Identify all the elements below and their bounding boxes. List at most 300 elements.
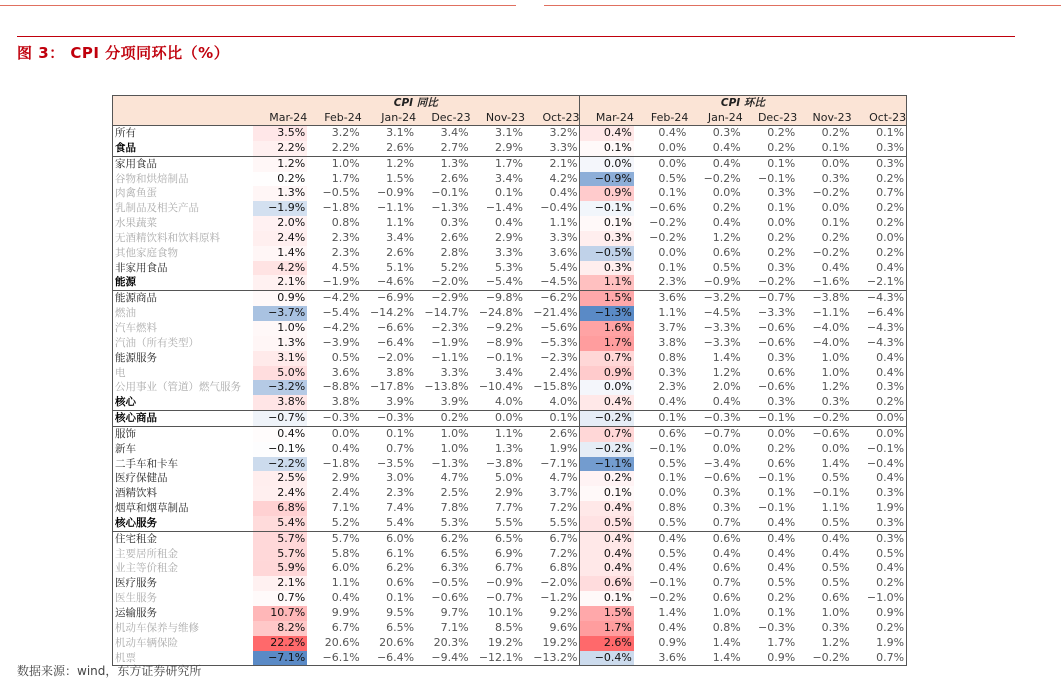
mom-cell: −0.2% [649, 230, 687, 244]
mom-cell: 0.7% [712, 515, 741, 529]
table-row [113, 426, 906, 442]
mom-cell: 0.2% [767, 245, 796, 259]
row-label: 谷物和烘焙制品 [115, 172, 189, 185]
yoy-cell: 2.8% [440, 245, 469, 259]
mom-cell: 0.4% [658, 531, 687, 545]
mom-cell: −4.0% [812, 335, 850, 349]
mom-cell: −0.1% [758, 411, 796, 425]
mom-cell: −0.6% [703, 471, 741, 485]
row-label: 主要居所租金 [115, 547, 178, 560]
mom-cell: −0.2% [649, 216, 687, 230]
row-label: 运输服务 [115, 607, 157, 619]
mom-cell: −0.6% [758, 380, 796, 394]
yoy-cell: −1.9% [431, 335, 469, 349]
row-label: 新车 [115, 442, 136, 455]
mom-cell: 0.0% [579, 380, 633, 395]
mom-cell: 0.1% [821, 216, 850, 230]
row-label: 核心商品 [115, 412, 157, 425]
mom-cell: 0.9% [876, 606, 905, 619]
table-row [113, 246, 906, 261]
mom-cell: 0.5% [658, 456, 687, 470]
yoy-cell: 5.8% [331, 546, 360, 560]
mom-cell: 0.7% [876, 186, 905, 200]
yoy-cell: −0.5% [322, 186, 360, 200]
yoy-cell: 2.9% [495, 140, 523, 154]
mom-cell: −0.6% [758, 335, 796, 349]
yoy-cell: 6.8% [549, 561, 578, 575]
yoy-cell: 5.3% [440, 515, 469, 529]
yoy-cell: 6.0% [386, 531, 415, 545]
mom-cell: 1.4% [712, 650, 741, 664]
mom-cell: 1.6% [579, 321, 633, 336]
mom-cell: 0.2% [876, 171, 905, 185]
yoy-cell: 10.7% [253, 606, 307, 621]
mom-cell: −4.3% [866, 335, 905, 349]
mom-cell: 0.3% [876, 156, 905, 170]
mom-cell: −0.1% [579, 201, 633, 216]
yoy-cell: −14.7% [424, 306, 469, 320]
mom-cell: −0.1% [649, 576, 687, 590]
table-row [113, 501, 906, 516]
mom-cell: −4.0% [812, 320, 850, 334]
mom-cell: −0.4% [579, 651, 633, 666]
yoy-cell: 9.6% [549, 620, 578, 634]
mom-cell: 0.6% [579, 576, 633, 591]
table-row [113, 201, 906, 216]
mom-cell: 1.4% [821, 456, 850, 470]
mom-cell: 1.0% [821, 365, 850, 379]
yoy-cell: 7.2% [549, 501, 578, 515]
yoy-cell: 6.0% [331, 561, 360, 575]
yoy-cell: 6.9% [495, 546, 523, 560]
mom-cell: 0.5% [821, 515, 850, 529]
mom-cell: −0.1% [758, 171, 796, 185]
yoy-cell: 0.4% [549, 186, 578, 200]
yoy-cell: 2.1% [253, 275, 307, 290]
yoy-cell: −15.8% [533, 380, 578, 394]
mom-cell: −0.9% [703, 275, 741, 289]
mom-cell: 1.5% [579, 291, 633, 306]
mom-cell: 0.9% [767, 650, 796, 664]
mom-cell: 0.4% [712, 156, 741, 170]
yoy-cell: 3.9% [440, 395, 469, 409]
mom-cell: 0.4% [876, 260, 905, 274]
mom-cell: −0.2% [649, 591, 687, 605]
yoy-cell: 3.4% [495, 365, 523, 379]
mom-cell: 0.4% [821, 531, 850, 545]
yoy-cell: 3.1% [253, 351, 307, 366]
yoy-month-header: Oct-23 [542, 111, 580, 124]
mom-cell: 0.2% [876, 216, 905, 230]
row-label: 水果蔬菜 [115, 217, 157, 230]
mom-cell: 0.3% [876, 515, 905, 529]
mom-cell: −0.6% [649, 201, 687, 215]
yoy-cell: 1.7% [495, 156, 523, 170]
mom-cell: 0.9% [579, 186, 633, 201]
mom-cell: 0.7% [712, 576, 741, 590]
yoy-cell: −5.3% [540, 335, 578, 349]
row-label: 电 [115, 366, 126, 379]
mom-cell: 1.4% [712, 635, 741, 649]
yoy-cell: 0.1% [549, 411, 578, 425]
mom-cell: −0.1% [649, 441, 687, 455]
yoy-cell: 5.0% [253, 366, 307, 381]
row-label: 家用食品 [115, 157, 157, 170]
yoy-cell: 9.2% [549, 606, 578, 619]
mom-cell: 0.1% [579, 141, 633, 156]
corner-cell [113, 111, 253, 125]
source-note: 数据来源：wind，东方证券研究所 [17, 664, 202, 678]
table-row [113, 486, 906, 501]
yoy-cell: 2.4% [331, 486, 360, 500]
yoy-cell: 3.3% [549, 230, 578, 244]
yoy-cell: 3.1% [386, 126, 415, 139]
yoy-cell: 3.3% [440, 365, 469, 379]
mom-cell: 2.0% [712, 380, 741, 394]
yoy-cell: 1.1% [549, 216, 578, 230]
yoy-cell: −0.6% [431, 591, 469, 605]
yoy-cell: 3.8% [386, 365, 415, 379]
mom-cell: 0.5% [658, 515, 687, 529]
mom-cell: 0.0% [876, 411, 905, 425]
table-row [113, 471, 906, 486]
yoy-cell: −0.7% [485, 591, 523, 605]
mom-month-header: Feb-24 [650, 111, 689, 124]
mom-cell: 0.1% [767, 486, 796, 500]
top-rule-left [0, 5, 516, 6]
row-label: 机动车保养与维修 [115, 621, 199, 634]
mom-cell: 0.4% [579, 126, 633, 141]
yoy-cell: 6.2% [386, 561, 415, 575]
yoy-cell: −1.1% [431, 350, 469, 364]
row-label: 业主等价租金 [115, 562, 178, 575]
mom-cell: 0.0% [821, 156, 850, 170]
mom-cell: −1.1% [579, 457, 633, 472]
yoy-cell: 6.7% [549, 531, 578, 545]
row-label: 肉禽鱼蛋 [115, 187, 157, 200]
yoy-cell: −4.2% [322, 320, 360, 334]
yoy-cell: 9.5% [386, 606, 415, 619]
yoy-cell: 2.5% [253, 471, 307, 486]
yoy-cell: 0.1% [386, 426, 415, 440]
group-header-yoy: CPI 同比 [393, 97, 438, 109]
yoy-cell: −6.4% [376, 335, 415, 349]
corner-cell [113, 96, 253, 111]
yoy-cell: 6.2% [440, 531, 469, 545]
yoy-cell: 2.1% [549, 156, 578, 170]
yoy-cell: 5.7% [253, 547, 307, 562]
mom-cell: 0.7% [579, 427, 633, 442]
yoy-cell: 0.4% [495, 216, 523, 230]
yoy-cell: 0.1% [386, 591, 415, 605]
yoy-cell: 5.9% [253, 561, 307, 576]
mom-cell: 0.0% [712, 441, 741, 455]
mom-cell: 0.0% [876, 426, 905, 440]
yoy-cell: 4.2% [253, 261, 307, 276]
mom-cell: 0.5% [821, 576, 850, 590]
yoy-cell: −1.3% [431, 456, 469, 470]
yoy-cell: 6.1% [386, 546, 415, 560]
yoy-month-header: Dec-23 [431, 111, 471, 124]
yoy-cell: 7.1% [440, 620, 469, 634]
yoy-cell: −13.2% [533, 650, 578, 664]
yoy-cell: 2.6% [440, 230, 469, 244]
yoy-month-header: Mar-24 [269, 111, 308, 124]
mom-cell: −6.4% [866, 306, 905, 320]
yoy-cell: 5.5% [495, 515, 523, 529]
mom-cell: 1.7% [579, 621, 633, 636]
mom-cell: 0.1% [767, 606, 796, 619]
yoy-cell: 19.2% [542, 635, 578, 649]
yoy-cell: 6.3% [440, 561, 469, 575]
row-label: 机动车辆保险 [115, 636, 178, 649]
table-row [113, 231, 906, 246]
yoy-cell: 20.6% [379, 635, 415, 649]
yoy-cell: 7.7% [495, 501, 523, 515]
yoy-cell: 9.7% [440, 606, 469, 619]
yoy-cell: 2.4% [253, 486, 307, 501]
row-label: 能源商品 [115, 292, 157, 305]
yoy-cell: 3.2% [331, 126, 360, 139]
mom-cell: 0.4% [579, 547, 633, 562]
mom-cell: 1.4% [658, 606, 687, 619]
yoy-cell: 0.2% [440, 411, 469, 425]
row-label: 机票 [115, 651, 136, 664]
yoy-cell: 3.4% [440, 126, 469, 139]
mom-cell: −0.9% [579, 172, 633, 187]
mom-month-header: Jan-24 [707, 111, 743, 124]
table-row [113, 141, 906, 156]
mom-cell: 0.4% [767, 515, 796, 529]
yoy-month-header: Feb-24 [324, 111, 362, 124]
yoy-cell: −9.4% [431, 650, 469, 664]
mom-cell: 0.2% [579, 471, 633, 486]
top-rule-right [544, 5, 1061, 6]
row-label: 能源 [115, 276, 136, 289]
mom-cell: 1.1% [579, 275, 633, 290]
mom-cell: 0.3% [876, 486, 905, 500]
mom-cell: −0.2% [703, 171, 741, 185]
yoy-cell: 3.1% [495, 126, 523, 139]
row-label: 食品 [115, 141, 136, 154]
yoy-cell: 3.5% [253, 126, 307, 141]
mom-cell: 1.7% [767, 635, 796, 649]
yoy-cell: −4.2% [322, 291, 360, 305]
yoy-cell: −0.9% [376, 186, 415, 200]
yoy-cell: 0.5% [331, 350, 360, 364]
mom-cell: 0.3% [821, 171, 850, 185]
mom-cell: 0.4% [767, 546, 796, 560]
yoy-cell: 7.4% [386, 501, 415, 515]
yoy-cell: −0.4% [540, 201, 578, 215]
yoy-cell: 2.5% [440, 486, 469, 500]
yoy-cell: −0.9% [485, 576, 523, 590]
yoy-cell: 8.2% [253, 621, 307, 636]
yoy-cell: −0.7% [253, 411, 307, 426]
table-row [113, 216, 906, 231]
yoy-cell: −1.4% [485, 201, 523, 215]
title-rule [17, 36, 1015, 37]
mom-cell: 0.0% [658, 156, 687, 170]
yoy-cell: 7.1% [331, 501, 360, 515]
yoy-cell: 2.6% [386, 140, 415, 154]
mom-cell: 0.6% [767, 456, 796, 470]
mom-cell: −4.5% [703, 306, 741, 320]
yoy-cell: −8.9% [485, 335, 523, 349]
table-row [113, 290, 906, 306]
table-row [113, 306, 906, 321]
yoy-cell: −2.3% [431, 320, 469, 334]
yoy-cell: 2.3% [386, 486, 415, 500]
yoy-cell: 6.7% [495, 561, 523, 575]
yoy-cell: −0.5% [431, 576, 469, 590]
yoy-cell: 5.0% [495, 471, 523, 485]
mom-cell: 1.2% [821, 635, 850, 649]
mom-cell: −0.2% [812, 245, 850, 259]
mom-cell: −1.1% [812, 306, 850, 320]
mom-cell: 0.4% [658, 561, 687, 575]
yoy-cell: 2.0% [253, 216, 307, 231]
yoy-cell: 2.6% [386, 245, 415, 259]
mom-cell: 0.0% [579, 157, 633, 172]
table-row [113, 172, 906, 187]
yoy-cell: 9.9% [331, 606, 360, 619]
mom-cell: 0.4% [821, 260, 850, 274]
mom-cell: −1.0% [866, 591, 905, 605]
yoy-cell: −3.2% [253, 380, 307, 395]
mom-cell: 0.4% [767, 531, 796, 545]
mom-cell: 0.3% [876, 531, 905, 545]
mom-month-header: Oct-23 [869, 111, 907, 124]
yoy-cell: −0.3% [376, 411, 415, 425]
table-row [113, 380, 906, 395]
mom-cell: 0.2% [767, 591, 796, 605]
yoy-cell: −5.4% [322, 306, 360, 320]
mom-cell: 1.1% [821, 501, 850, 515]
mom-cell: 0.2% [767, 441, 796, 455]
mom-cell: 0.4% [579, 501, 633, 516]
table-row [113, 547, 906, 562]
mom-cell: 0.3% [876, 380, 905, 394]
yoy-cell: 5.4% [549, 260, 578, 274]
mom-cell: 0.2% [876, 201, 905, 215]
yoy-cell: 2.3% [331, 245, 360, 259]
mom-cell: 0.5% [876, 546, 905, 560]
table-row [113, 531, 906, 547]
mom-cell: 3.6% [658, 291, 687, 305]
yoy-cell: 7.8% [440, 501, 469, 515]
mom-cell: 1.2% [712, 230, 741, 244]
yoy-cell: 3.3% [495, 245, 523, 259]
yoy-cell: 4.7% [549, 471, 578, 485]
yoy-cell: −2.9% [431, 291, 469, 305]
mom-cell: 0.4% [658, 620, 687, 634]
mom-cell: 0.1% [658, 186, 687, 200]
mom-cell: −0.2% [812, 186, 850, 200]
row-label: 医疗服务 [115, 577, 157, 590]
mom-cell: 0.4% [821, 546, 850, 560]
yoy-cell: −9.2% [485, 320, 523, 334]
yoy-cell: 22.2% [253, 636, 307, 651]
mom-cell: 0.5% [767, 576, 796, 590]
figure-title: 图 3： CPI 分项同环比（%） [17, 44, 230, 62]
mom-cell: 0.3% [876, 140, 905, 154]
mom-cell: −0.4% [866, 456, 905, 470]
mom-cell: 2.3% [658, 275, 687, 289]
yoy-cell: 0.2% [253, 172, 307, 187]
mom-cell: 0.6% [712, 561, 741, 575]
yoy-cell: −6.4% [376, 650, 415, 664]
yoy-cell: −14.2% [369, 306, 415, 320]
yoy-cell: −2.0% [540, 576, 578, 590]
mom-cell: −0.6% [758, 320, 796, 334]
mom-cell: 1.9% [876, 635, 905, 649]
mom-cell: 2.3% [658, 380, 687, 394]
mom-cell: −4.3% [866, 320, 905, 334]
row-label: 烟草和烟草制品 [115, 502, 189, 515]
mom-cell: 0.5% [712, 260, 741, 274]
mom-cell: 0.5% [579, 516, 633, 531]
yoy-cell: −0.3% [322, 411, 360, 425]
mom-cell: 3.6% [658, 650, 687, 664]
mom-cell: −0.7% [758, 291, 796, 305]
mom-cell: 0.3% [767, 395, 796, 409]
yoy-cell: −3.9% [322, 335, 360, 349]
row-label: 核心服务 [115, 516, 157, 529]
mom-cell: 0.3% [579, 261, 633, 276]
yoy-cell: 6.8% [253, 501, 307, 516]
yoy-cell: 2.4% [253, 231, 307, 246]
mom-cell: 0.4% [579, 561, 633, 576]
row-label: 汽车燃料 [115, 321, 157, 334]
yoy-cell: 0.9% [253, 291, 307, 306]
yoy-cell: 2.6% [440, 171, 469, 185]
yoy-cell: −1.8% [322, 201, 360, 215]
mom-cell: 1.7% [579, 336, 633, 351]
mom-cell: 0.5% [821, 471, 850, 485]
mom-cell: 0.0% [821, 201, 850, 215]
yoy-cell: 5.4% [386, 515, 415, 529]
mom-cell: 1.1% [658, 306, 687, 320]
table-row [113, 261, 906, 276]
row-label: 无酒精饮料和饮料原料 [115, 231, 220, 244]
yoy-cell: 2.9% [495, 230, 523, 244]
mom-cell: −1.6% [812, 275, 850, 289]
mom-cell: 0.3% [579, 231, 633, 246]
yoy-cell: 3.4% [386, 230, 415, 244]
row-label: 医生服务 [115, 592, 157, 605]
yoy-cell: 1.1% [386, 216, 415, 230]
row-label: 燃油 [115, 307, 136, 320]
mom-cell: −0.6% [812, 426, 850, 440]
yoy-cell: 2.2% [331, 140, 360, 154]
yoy-cell: 1.3% [253, 186, 307, 201]
mom-cell: 0.1% [767, 156, 796, 170]
yoy-cell: 5.3% [495, 260, 523, 274]
mom-month-header: Mar-24 [579, 111, 633, 125]
mom-cell: 3.8% [658, 335, 687, 349]
yoy-cell: −6.2% [540, 291, 578, 305]
mom-cell: −0.2% [579, 442, 633, 457]
mom-cell: 0.0% [876, 230, 905, 244]
mom-cell: 1.4% [712, 350, 741, 364]
mom-cell: −0.1% [866, 441, 905, 455]
yoy-cell: 0.4% [331, 441, 360, 455]
yoy-cell: 5.1% [386, 260, 415, 274]
mom-cell: 0.0% [712, 186, 741, 200]
yoy-cell: 6.5% [386, 620, 415, 634]
mom-cell: 0.2% [876, 576, 905, 590]
